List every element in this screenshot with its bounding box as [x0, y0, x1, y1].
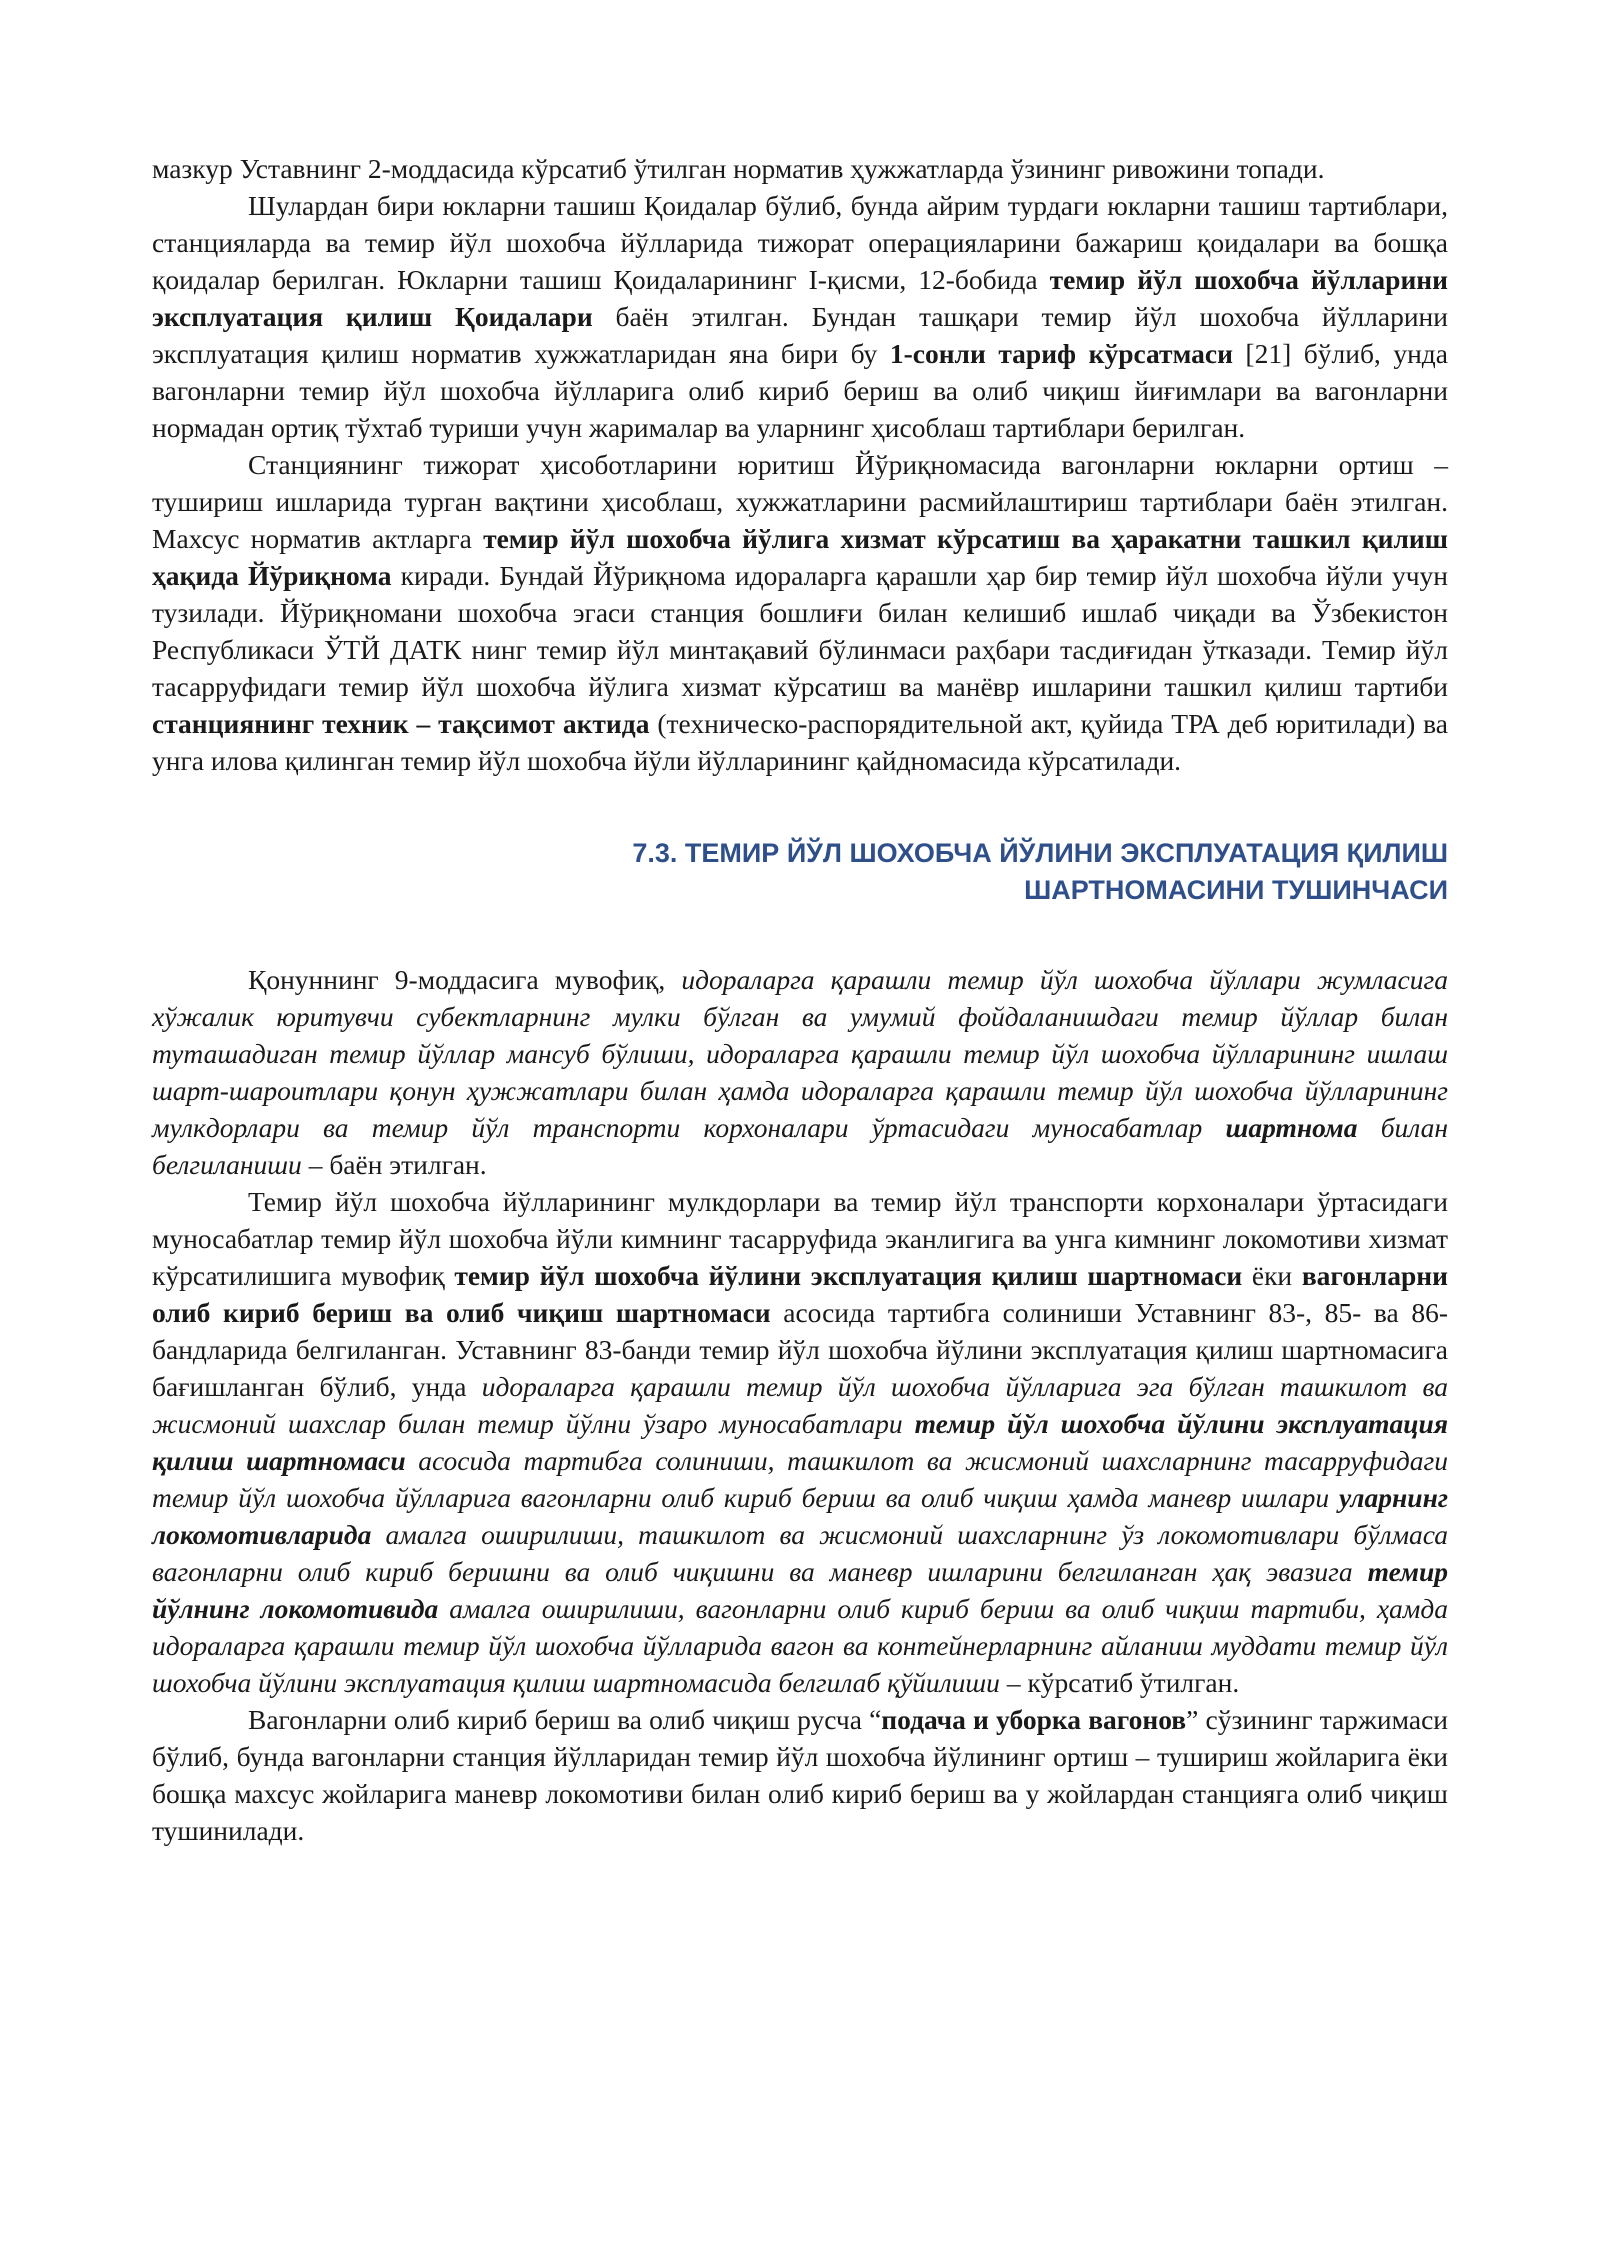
- text-run: (техническо-распорядительной акт, қуйида ТРА деб юритилади) ва унга илова қилинган темир йўл шохобча йўли йўлларининг қайдномасида кўрсатилади.: [152, 708, 1449, 776]
- text-run: Темир йўл шохобча йўлларининг мулкдорлари ва темир йўл транспорти корхоналари ўртасидаги муносабатлар темир йўл шохобча йўли кимнинг тасарруфида эканлигига ва унга кимнинг локомотиви хизмат кўрсатилишига мувофиқ: [152, 1186, 1448, 1291]
- paragraph: [152, 150, 1448, 187]
- text-run: Қонуннинг 9-моддасига мувофиқ,: [248, 964, 682, 995]
- text-run: баён этилган. Бундан ташқари темир йўл шохобча йўлларини эксплуатация қилиш норматив хужжатларидан яна бири бу: [152, 301, 1448, 369]
- bold-text-run: станциянинг техник – тақсимот актида: [152, 708, 650, 739]
- bold-text-run: вагонларни олиб кириб бериш ва олиб чиқиш шартномаси: [152, 1260, 1448, 1328]
- bold-text-run: темир йўл шохобча йўлларини эксплуатация қилиш Қоидалари: [152, 264, 1448, 332]
- text-run: Станциянинг тижорат ҳисоботларини юритиш Йўриқномасида вагонларни юкларни ортиш – тушириш ишларида турган вақтини ҳисоблаш, хужжатларини расмийлаштириш тартиблари баён этилган. Махсус норматив актларга: [152, 449, 1448, 554]
- document-page: [152, 150, 1448, 1849]
- bold-text-run: темир йўл шохобча йўлини эксплуатация қилиш шартномаси: [454, 1260, 1243, 1291]
- text-run: – баён этилган.: [301, 1149, 487, 1180]
- body-text-section-1: [152, 150, 1448, 779]
- italic-text-run: идораларга қарашли темир йўл шохобча йўллари жумласига хўжалик юритувчи субектларнинг мулки бўлган ва умумий фойдаланишдаги темир йўллар билан туташадиган темир йўллар мансуб бўлиши, идораларга қарашли темир йўл шохобча йўлларининг ишлаш шарт-шароитлари қонун ҳужжатлари билан ҳамда идораларга қарашли темир йўл шохобча йўлларининг мулкдорлари ва темир йўл транспорти корхоналари ўртасидаги муносабатлар: [152, 964, 1448, 1143]
- paragraph: [152, 961, 1448, 1183]
- text-run: ” сўзининг таржимаси бўлиб, бунда вагонларни станция йўлларидан темир йўл шохобча йўлининг ортиш – тушириш жойларига ёки бошқа махсус жойларига маневр локомотиви билан олиб кириб бериш ва у жойлардан станцияга олиб чиқиш тушинилади.: [152, 1704, 1448, 1846]
- text-run: ёки: [1242, 1260, 1302, 1291]
- italic-text-run: идораларга қарашли темир йўл шохобча йўлларига эга бўлган ташкилот ва жисмоний шахслар билан темир йўлни ўзаро муносабатлари: [152, 1371, 1448, 1439]
- text-run: – кўрсатиб ўтилган.: [999, 1667, 1240, 1698]
- paragraph: [152, 1701, 1448, 1849]
- bold-text-run: темир йўл шохобча йўлини эксплуатация қилиш шартномаси: [152, 1408, 1448, 1476]
- text-run: мазкур Уставнинг 2-моддасида кўрсатиб ўтилган норматив ҳужжатларда ўзининг ривожини топади.: [152, 153, 1325, 184]
- bold-text-run: темир йўл шохобча йўлига хизмат кўрсатиш ва ҳаракатни ташкил қилиш ҳақида Йўриқнома: [152, 523, 1448, 591]
- paragraph: [152, 1183, 1448, 1701]
- text-run: [21] бўлиб, унда вагонларни темир йўл шохобча йўлларига олиб кириб бериш ва олиб чиқиш йиғимлари ва вагонларни нормадан ортиқ тўхтаб туриши учун жарималар ва уларнинг ҳисоблаш тартиблари берилган.: [152, 338, 1448, 443]
- italic-text-run: асосида тартибга солиниши, ташкилот ва жисмоний шахсларнинг тасарруфидаги темир йўл шохобча йўлларига вагонларни олиб кириб бериш ва олиб чиқиш ҳамда маневр ишлари: [152, 1445, 1449, 1513]
- text-run: Вагонларни олиб кириб бериш ва олиб чиқиш русча “: [248, 1704, 882, 1735]
- paragraph: [152, 446, 1448, 779]
- bold-text-run: темир йўлнинг локомотивида: [152, 1556, 1448, 1624]
- paragraph: [152, 187, 1448, 446]
- italic-text-run: амалга оширилиши, вагонларни олиб кириб бериш ва олиб чиқиш тартиби, ҳамда идораларга қарашли темир йўл шохобча йўлларида вагон ва контейнерларнинг айланиш муддати темир йўл шохобча йўлини эксплуатация қилиш шартномасида белгилаб қўйилиши: [152, 1593, 1448, 1698]
- text-run: асосида тартибга солиниши Уставнинг 83-, 85- ва 86-бандларида белгиланган. Уставнинг 83-банди темир йўл шохобча йўлини эксплуатация қилиш шартномасига бағишланган бўлиб, унда: [152, 1297, 1448, 1402]
- bold-text-run: подача и уборка вагонов: [881, 1704, 1187, 1735]
- body-text-section-2: [152, 961, 1448, 1849]
- text-run: киради. Бундай Йўриқнома идораларга қарашли ҳар бир темир йўл шохобча йўли учун тузилади. Йўриқномани шохобча эгаси станция бошлиғи билан келишиб ишлаб чиқади ва Ўзбекистон Республикаси ЎТЙ ДАТК нинг темир йўл минтақавий бўлинмаси раҳбари тасдиғидан ўтказади. Темир йўл тасарруфидаги темир йўл шохобча йўлига хизмат кўрсатиш ва манёвр ишларини ташкил қилиш тартиби: [152, 560, 1449, 702]
- text-run: Шулардан бири юкларни ташиш Қоидалар бўлиб, бунда айрим турдаги юкларни ташиш тартиблари, станцияларда ва темир йўл шохобча йўлларида тижорат операцияларини бажариш қоидалари ва бошқа қоидалар берилган. Юкларни ташиш Қоидаларининг I-қисми, 12-бобида: [152, 190, 1448, 295]
- bold-text-run: 1-сонли тариф кўрсатмаси: [889, 338, 1233, 369]
- section-heading: [152, 835, 1448, 909]
- italic-text-run: амалга оширилиши, ташкилот ва жисмоний шахсларнинг ўз локомотивлари бўлмаса вагонларни олиб кириб беришни ва олиб чиқишни ва маневр ишларини белгиланган ҳақ эвазига: [152, 1519, 1448, 1587]
- section-heading-line-1: 7.3. ТЕМИР ЙЎЛ ШОХОБЧА ЙЎЛИНИ ЭКСПЛУАТАЦИЯ ҚИЛИШ: [632, 838, 1448, 868]
- bold-text-run: уларнинг локомотивларида: [152, 1482, 1448, 1550]
- section-heading-line-2: ШАРТНОМАСИНИ ТУШИНЧАСИ: [1024, 875, 1448, 905]
- italic-text-run: билан белгиланиши: [152, 1112, 1448, 1180]
- bold-text-run: шартнома: [1225, 1112, 1358, 1143]
